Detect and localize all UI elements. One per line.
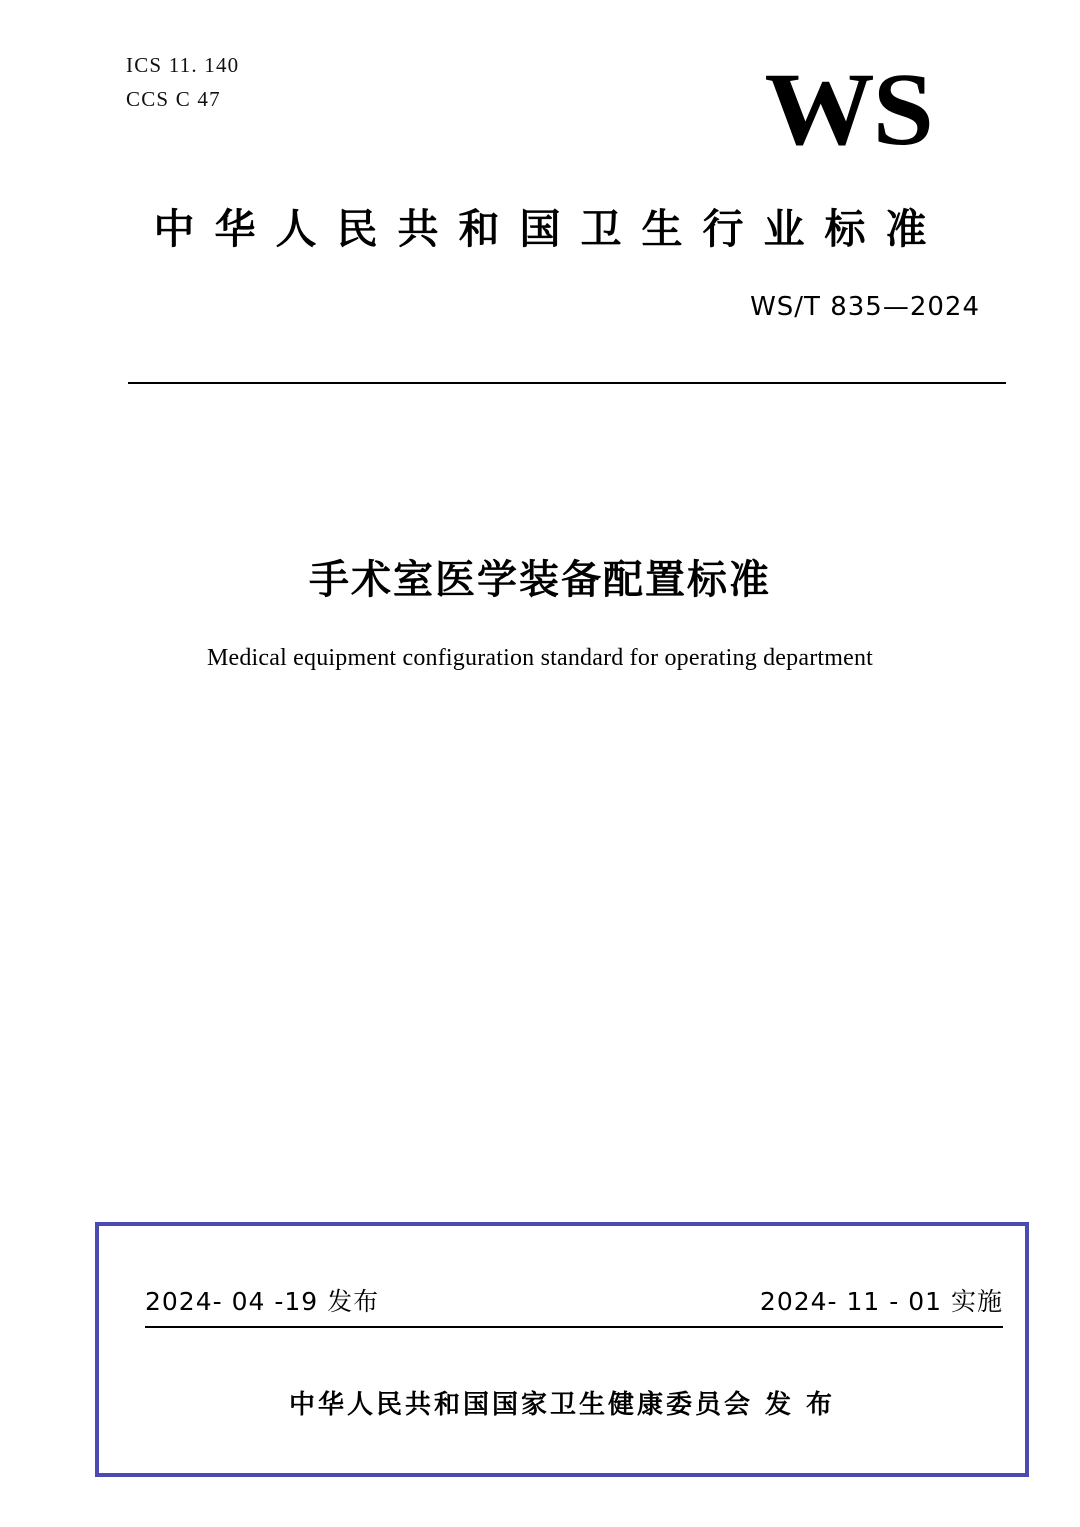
standard-number: WS/T 835—2024 <box>750 292 980 322</box>
issuing-authority: 中华人民共和国国家卫生健康委员会 发 布 <box>288 1390 836 1420</box>
national-standard-title: 中华人民共和国卫生行业标准 <box>153 205 947 253</box>
header-divider <box>128 382 1006 384</box>
publication-info-box <box>95 1222 1029 1477</box>
implementation-date: 2024- 11 - 01 实施 <box>759 1287 1003 1316</box>
ws-logo: WS <box>764 52 932 167</box>
classification-codes <box>126 48 239 116</box>
issue-date: 2024- 04 -19 发布 <box>145 1287 380 1316</box>
ccs-code: CCS C 47 <box>126 87 221 111</box>
document-title-english: Medical equipment configuration standard for operating department <box>206 645 874 671</box>
ics-code: ICS 11. 140 <box>126 53 240 77</box>
dates-row <box>145 1282 1003 1328</box>
document-title-chinese: 手术室医学装备配置标准 <box>309 557 771 603</box>
